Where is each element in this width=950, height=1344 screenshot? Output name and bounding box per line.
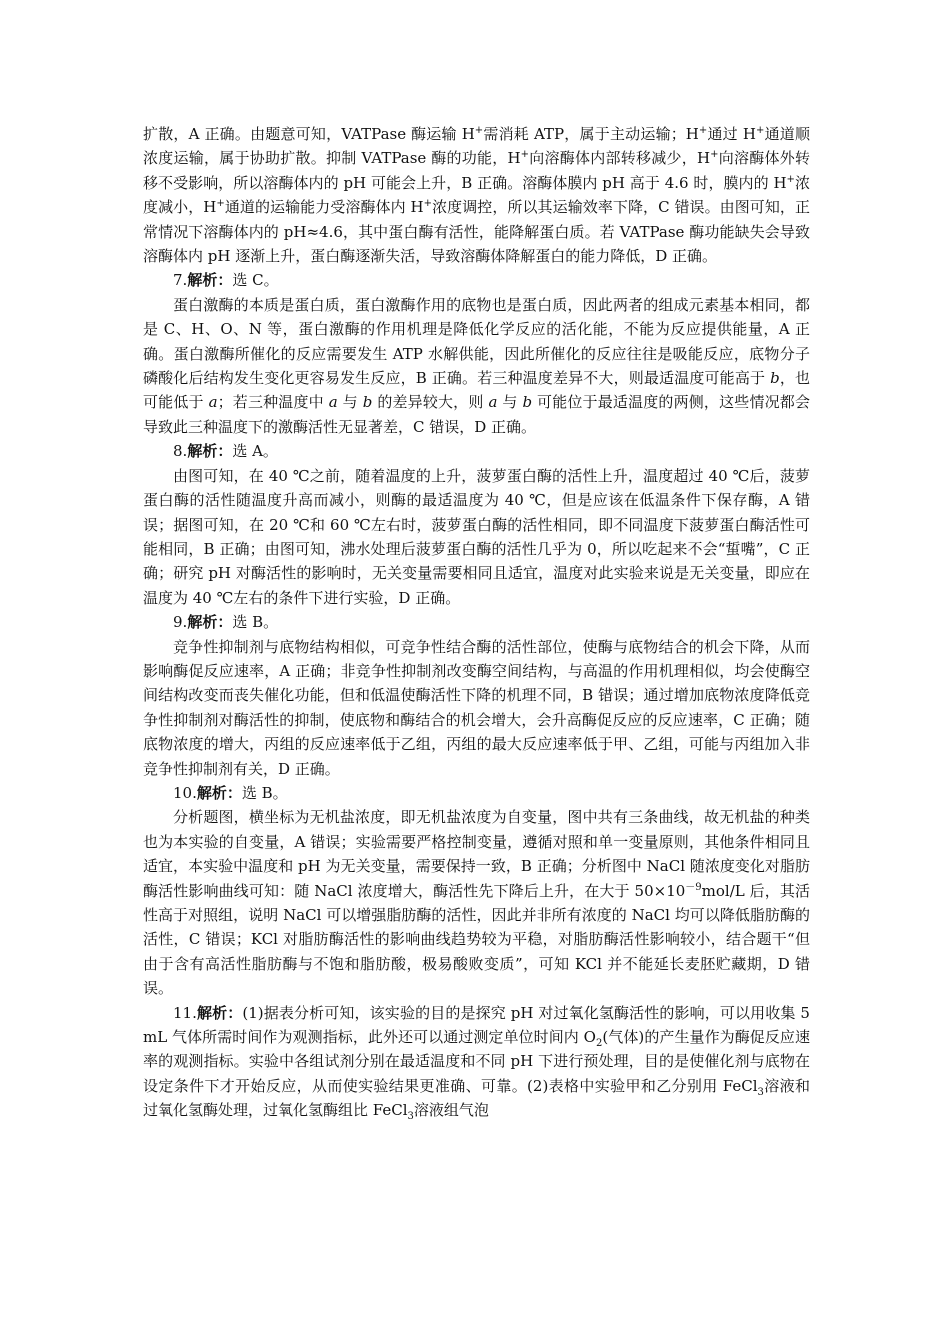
q11-explanation: 11.解析：(1)据表分析可知，该实验的目的是探究 pH 对过氧化氢酶活性的影响，可以用收集 5 mL 气体所需时间作为观测指标，此外还可以通过测定单位时间内 $O_2$(气体)的产生量作为酶促反应速率的观测指标。实验中各组试剂分别在最适温度和不同 pH 下进行预处理，目的是使催化剂与底物在设定条件下才开始反应，从而使实验结果更准确、可靠。(2)表格中实验甲和乙分别用 FeCl$_3$溶液和过氧化氢酶处理，过氧化氢酶组比 FeCl$_3$溶液组气泡 xyxy=(143,1003,810,1123)
q9-heading: 9.解析：选 B。 xyxy=(173,613,279,632)
q8-heading: 8.解析：选 A。 xyxy=(173,442,278,461)
q6-explanation-continued: 扩散，A 正确。由题意可知，VATPase 酶运输 H+需消耗 ATP，属于主动运输；H+通过 H+通道顺浓度运输，属于协助扩散。抑制 VATPase 酶的功能，H+向溶酶体内部转移减少，H+向溶酶体外转移不受影响，所以溶酶体内的 pH 可能会上升，B 正确。溶酶体膜内 pH 高于 4.6 时，膜内的 H+浓度减小，H+通道的运输能力受溶酶体内 H+浓度调控，所以其运输效率下降，C 错误。由图可知，正常情况下溶酶体内的 pH≈4.6，其中蛋白酶有活性，能降解蛋白质。若 VATPase 酶功能缺失会导致溶酶体内 pH 逐渐上升，蛋白酶逐渐失活，导致溶酶体降解蛋白的能力降低，D 正确。 xyxy=(143,125,811,266)
q8-explanation: 由图可知，在 40 ℃之前，随着温度的上升，菠萝蛋白酶的活性上升，温度超过 40 ℃后，菠萝蛋白酶的活性随温度升高而减小，则酶的最适温度为 40 ℃，但是应该在低温条件下保存酶，A 错误；据图可知，在 20 ℃和 60 ℃左右时，菠萝蛋白酶的活性相同，即不同温度下菠萝蛋白酶活性可能相同，B 正确；由图可知，沸水处理后菠萝蛋白酶的活性几乎为 0，所以吃起来不会“蜇嘴”，C 正确；研究 pH 对酶活性的影响时，无关变量需要相同且适宜，温度对此实验来说是无关变量，即应在温度为 40 ℃左右的条件下进行实验，D 正确。 xyxy=(143,466,810,607)
q10-heading: 10.解析：选 B。 xyxy=(173,783,288,802)
q7-heading: 7.解析：选 C。 xyxy=(173,271,279,290)
q9-explanation: 竞争性抑制剂与底物结构相似，可竞争性结合酶的活性部位，使酶与底物结合的机会下降，从而影响酶促反应速率，A 正确；非竞争性抑制剂改变酶空间结构，与高温的作用机理相似，均会使酶空间结构改变而丧失催化功能，但和低温使酶活性下降的机理不同，B 错误；通过增加底物浓度降低竞争性抑制剂对酶活性的抑制，使底物和酶结合的机会增大，会升高酶促反应的反应速率，C 正确；随底物浓度的增大，丙组的反应速率低于乙组，丙组的最大反应速率低于甲、乙组，可能与丙组加入非竞争性抑制剂有关，D 正确。 xyxy=(143,637,810,778)
q10-explanation: 分析题图，横坐标为无机盐浓度，即无机盐浓度为自变量，图中共有三条曲线，故无机盐的种类也为本实验的自变量，A 错误；实验需要严格控制变量，遵循对照和单一变量原则，其他条件相同且适宜，本实验中温度和 pH 为无关变量，需要保持一致，B 正确；分析图中 NaCl 随浓度变化对脂肪酶活性影响曲线可知：随 NaCl 浓度增大，酶活性先下降后上升，在大于 $50\times 10^{-9}mol/L$ 后，其活性高于对照组，说明 NaCl 可以增强脂肪酶的活性，因此并非所有浓度的 NaCl 均可以降低脂肪酶的活性，C 错误；KCl 对脂肪酶活性的影响曲线趋势较为平稳，对脂肪酶活性影响较小，结合题干“但由于含有高活性脂肪酶与不饱和脂肪酸，极易酸败变质”，可知 KCl 并不能延长麦胚贮藏期，D 错误。 xyxy=(143,808,810,998)
q7-explanation: 蛋白激酶的本质是蛋白质，蛋白激酶作用的底物也是蛋白质，因此两者的组成元素基本相同，都是 C、H、O、N 等，蛋白激酶的作用机理是降低化学反应的活化能，不能为反应提供能量，A 正确。蛋白激酶所催化的反应需要发生 ATP 水解供能，因此所催化的反应往往是吸能反应，底物分子磷酸化后结构发生变化更容易发生反应，B 正确。若三种温度差异不大，则最适温度可能高于 b，也可能低于 a；若三种温度中 a 与 b 的差异较大，则 a 与 b 可能位于最适温度的两侧，这些情况都会导致此三种温度下的激酶活性无显著差，C 错误，D 正确。 xyxy=(143,295,810,436)
answer-page xyxy=(143,122,810,1123)
